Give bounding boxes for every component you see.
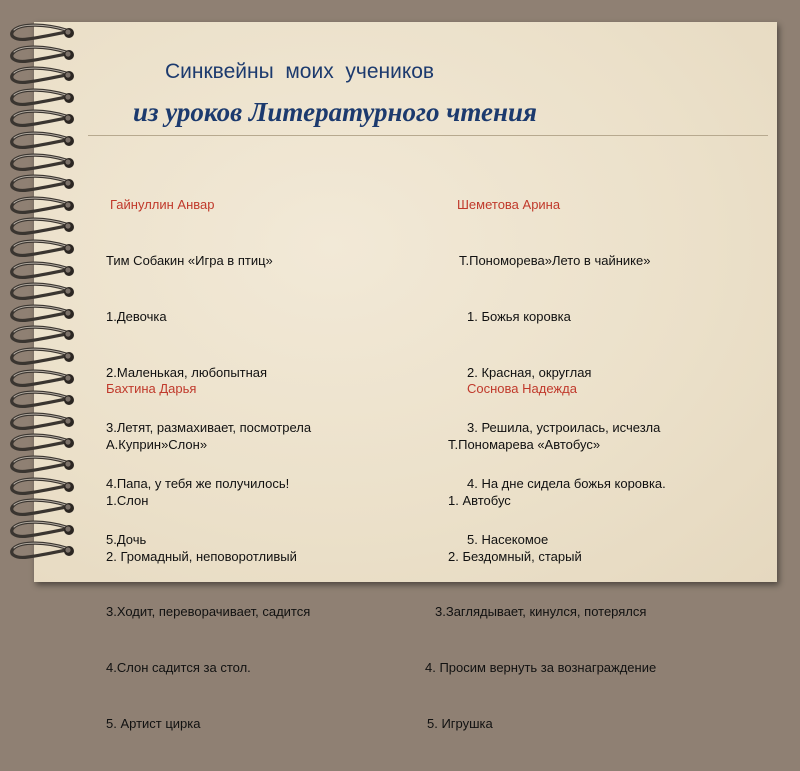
slide-title: Синквейны моих учеников [165,60,435,83]
cinquain-line-3: 3.Летят, размахивает, посмотрела [106,420,312,436]
cinquain-line-2: 2. Бездомный, старый [448,548,582,564]
cinquain-line-4: 4. Просим вернуть за вознаграждение [425,660,657,676]
slide-subtitle: из уроков Литературного чтения [133,97,537,127]
cinquain-line-4: 4. На дне сидела божья коровка. [467,476,666,492]
cinquain-line-2: 2. Красная, округлая [467,364,592,380]
cinquain-line-5: 5. Артист цирка [106,715,201,731]
cinquain-line-1: 1.Девочка [106,308,167,324]
cinquain-line-5: 5.Дочь [106,531,147,547]
cinquain-line-4: 4.Слон садится за стол. [106,660,251,676]
cinquain-line-1: 1. Божья коровка [467,308,571,324]
cinquain-line-3: 3.Ходит, переворачивает, садится [106,604,311,620]
student-name: Бахтина Дарья [106,381,197,397]
source-text: А.Куприн»Слон» [106,436,208,452]
student-name: Шеметова Арина [457,197,561,213]
cinquain-line-1: 1.Слон [106,492,149,508]
cinquain-line-4: 4.Папа, у тебя же получилось! [106,476,290,492]
cinquain-line-3: 3.Заглядывает, кинулся, потерялся [435,604,647,620]
source-text: Тим Собакин «Игра в птиц» [106,252,273,268]
cinquain-line-3: 3. Решила, устроилась, исчезла [467,420,661,436]
source-text: Т.Пономарева «Автобус» [448,436,601,452]
cinquain-line-5: 5. Игрушка [427,715,493,731]
cinquain-entry-4 [425,343,656,771]
student-name: Соснова Надежда [467,381,577,397]
cinquain-line-1: 1. Автобус [448,492,511,508]
cinquain-line-5: 5. Насекомое [467,531,549,547]
title-divider [88,135,768,136]
cinquain-line-2: 2. Громадный, неповоротливый [106,548,297,564]
cinquain-line-2: 2.Маленькая, любопытная [106,364,268,380]
student-name: Гайнуллин Анвар [110,197,215,213]
cinquain-entry-3 [106,343,310,771]
source-text: Т.Пономорева»Лето в чайнике» [459,252,651,268]
spiral-ring-icon [6,539,78,565]
